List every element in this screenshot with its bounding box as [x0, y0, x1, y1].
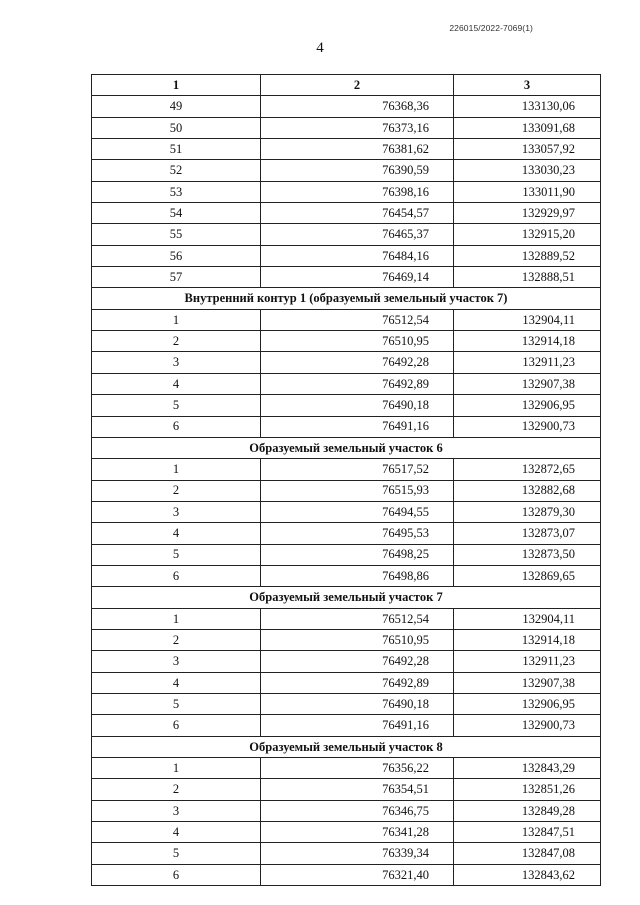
x-coordinate-cell: 76373,16	[261, 117, 454, 138]
y-coordinate-cell: 132879,30	[454, 501, 601, 522]
y-coordinate-cell: 132907,38	[454, 373, 601, 394]
x-coordinate-cell: 76494,55	[261, 501, 454, 522]
point-number-cell: 56	[92, 245, 261, 266]
y-coordinate-cell: 132843,29	[454, 758, 601, 779]
document-id: 226015/2022-7069(1)	[449, 23, 533, 33]
y-coordinate-cell: 132849,28	[454, 800, 601, 821]
point-number-cell: 49	[92, 96, 261, 117]
x-coordinate-cell: 76346,75	[261, 800, 454, 821]
y-coordinate-cell: 132900,73	[454, 416, 601, 437]
y-coordinate-cell: 132847,51	[454, 822, 601, 843]
table-row	[92, 203, 601, 224]
table-row	[92, 117, 601, 138]
y-coordinate-cell: 132904,11	[454, 309, 601, 330]
table-row	[92, 864, 601, 885]
y-coordinate-cell: 133091,68	[454, 117, 601, 138]
x-coordinate-cell: 76498,86	[261, 565, 454, 586]
table-row	[92, 544, 601, 565]
y-coordinate-cell: 132911,23	[454, 651, 601, 672]
point-number-cell: 2	[92, 480, 261, 501]
y-coordinate-cell: 132911,23	[454, 352, 601, 373]
x-coordinate-cell: 76381,62	[261, 139, 454, 160]
table-row	[92, 459, 601, 480]
point-number-cell: 5	[92, 693, 261, 714]
x-coordinate-cell: 76510,95	[261, 331, 454, 352]
y-coordinate-cell: 132906,95	[454, 395, 601, 416]
point-number-cell: 1	[92, 309, 261, 330]
x-coordinate-cell: 76492,89	[261, 672, 454, 693]
x-coordinate-cell: 76368,36	[261, 96, 454, 117]
point-number-cell: 6	[92, 864, 261, 885]
column-header: 3	[454, 75, 601, 96]
table-row	[92, 501, 601, 522]
table-row	[92, 331, 601, 352]
x-coordinate-cell: 76492,28	[261, 352, 454, 373]
x-coordinate-cell: 76491,16	[261, 715, 454, 736]
y-coordinate-cell: 132873,07	[454, 523, 601, 544]
point-number-cell: 2	[92, 629, 261, 650]
table-row	[92, 843, 601, 864]
y-coordinate-cell: 132872,65	[454, 459, 601, 480]
x-coordinate-cell: 76484,16	[261, 245, 454, 266]
point-number-cell: 6	[92, 565, 261, 586]
y-coordinate-cell: 132914,18	[454, 629, 601, 650]
table-row	[92, 779, 601, 800]
section-title: Внутренний контур 1 (образуемый земельный участок 7)	[92, 288, 601, 309]
point-number-cell: 4	[92, 523, 261, 544]
x-coordinate-cell: 76510,95	[261, 629, 454, 650]
point-number-cell: 5	[92, 395, 261, 416]
table-row	[92, 565, 601, 586]
y-coordinate-cell: 132873,50	[454, 544, 601, 565]
point-number-cell: 3	[92, 800, 261, 821]
section-title: Образуемый земельный участок 7	[92, 587, 601, 608]
point-number-cell: 4	[92, 822, 261, 843]
table-row	[92, 139, 601, 160]
table-row	[92, 181, 601, 202]
table-row	[92, 651, 601, 672]
y-coordinate-cell: 133130,06	[454, 96, 601, 117]
point-number-cell: 4	[92, 672, 261, 693]
section-heading-row	[92, 587, 601, 608]
table-row	[92, 758, 601, 779]
point-number-cell: 5	[92, 544, 261, 565]
y-coordinate-cell: 132889,52	[454, 245, 601, 266]
page-number: 4	[316, 40, 324, 56]
x-coordinate-cell: 76498,25	[261, 544, 454, 565]
table-row	[92, 224, 601, 245]
coordinates-table	[91, 74, 601, 886]
point-number-cell: 1	[92, 608, 261, 629]
table-row	[92, 822, 601, 843]
y-coordinate-cell: 132851,26	[454, 779, 601, 800]
x-coordinate-cell: 76490,18	[261, 693, 454, 714]
x-coordinate-cell: 76512,54	[261, 309, 454, 330]
column-header: 1	[92, 75, 261, 96]
table-row	[92, 160, 601, 181]
point-number-cell: 57	[92, 267, 261, 288]
x-coordinate-cell: 76465,37	[261, 224, 454, 245]
table-header-row	[92, 75, 601, 96]
x-coordinate-cell: 76469,14	[261, 267, 454, 288]
y-coordinate-cell: 132904,11	[454, 608, 601, 629]
column-header: 2	[261, 75, 454, 96]
section-heading-row	[92, 288, 601, 309]
y-coordinate-cell: 132843,62	[454, 864, 601, 885]
table-body	[92, 75, 601, 886]
y-coordinate-cell: 132847,08	[454, 843, 601, 864]
y-coordinate-cell: 132906,95	[454, 693, 601, 714]
point-number-cell: 50	[92, 117, 261, 138]
section-title: Образуемый земельный участок 8	[92, 736, 601, 757]
y-coordinate-cell: 132914,18	[454, 331, 601, 352]
table-row	[92, 96, 601, 117]
table-row	[92, 608, 601, 629]
table-row	[92, 715, 601, 736]
table-row	[92, 373, 601, 394]
x-coordinate-cell: 76492,28	[261, 651, 454, 672]
x-coordinate-cell: 76356,22	[261, 758, 454, 779]
table-row	[92, 309, 601, 330]
point-number-cell: 54	[92, 203, 261, 224]
table-row	[92, 395, 601, 416]
x-coordinate-cell: 76512,54	[261, 608, 454, 629]
y-coordinate-cell: 132907,38	[454, 672, 601, 693]
x-coordinate-cell: 76354,51	[261, 779, 454, 800]
point-number-cell: 2	[92, 331, 261, 352]
table-row	[92, 523, 601, 544]
y-coordinate-cell: 133030,23	[454, 160, 601, 181]
y-coordinate-cell: 132882,68	[454, 480, 601, 501]
table-row	[92, 693, 601, 714]
table-row	[92, 800, 601, 821]
section-title: Образуемый земельный участок 6	[92, 437, 601, 458]
point-number-cell: 3	[92, 352, 261, 373]
x-coordinate-cell: 76454,57	[261, 203, 454, 224]
y-coordinate-cell: 132888,51	[454, 267, 601, 288]
point-number-cell: 1	[92, 758, 261, 779]
x-coordinate-cell: 76339,34	[261, 843, 454, 864]
point-number-cell: 52	[92, 160, 261, 181]
table-row	[92, 245, 601, 266]
point-number-cell: 3	[92, 501, 261, 522]
point-number-cell: 51	[92, 139, 261, 160]
y-coordinate-cell: 132869,65	[454, 565, 601, 586]
section-heading-row	[92, 437, 601, 458]
section-heading-row	[92, 736, 601, 757]
point-number-cell: 1	[92, 459, 261, 480]
y-coordinate-cell: 133011,90	[454, 181, 601, 202]
x-coordinate-cell: 76390,59	[261, 160, 454, 181]
y-coordinate-cell: 133057,92	[454, 139, 601, 160]
point-number-cell: 2	[92, 779, 261, 800]
table-row	[92, 352, 601, 373]
table-row	[92, 267, 601, 288]
point-number-cell: 3	[92, 651, 261, 672]
y-coordinate-cell: 132915,20	[454, 224, 601, 245]
point-number-cell: 6	[92, 715, 261, 736]
y-coordinate-cell: 132900,73	[454, 715, 601, 736]
x-coordinate-cell: 76490,18	[261, 395, 454, 416]
x-coordinate-cell: 76515,93	[261, 480, 454, 501]
point-number-cell: 53	[92, 181, 261, 202]
point-number-cell: 6	[92, 416, 261, 437]
table-row	[92, 480, 601, 501]
point-number-cell: 4	[92, 373, 261, 394]
y-coordinate-cell: 132929,97	[454, 203, 601, 224]
x-coordinate-cell: 76321,40	[261, 864, 454, 885]
x-coordinate-cell: 76517,52	[261, 459, 454, 480]
point-number-cell: 55	[92, 224, 261, 245]
table-row	[92, 629, 601, 650]
x-coordinate-cell: 76495,53	[261, 523, 454, 544]
table-row	[92, 416, 601, 437]
x-coordinate-cell: 76492,89	[261, 373, 454, 394]
x-coordinate-cell: 76491,16	[261, 416, 454, 437]
x-coordinate-cell: 76341,28	[261, 822, 454, 843]
x-coordinate-cell: 76398,16	[261, 181, 454, 202]
point-number-cell: 5	[92, 843, 261, 864]
table-row	[92, 672, 601, 693]
